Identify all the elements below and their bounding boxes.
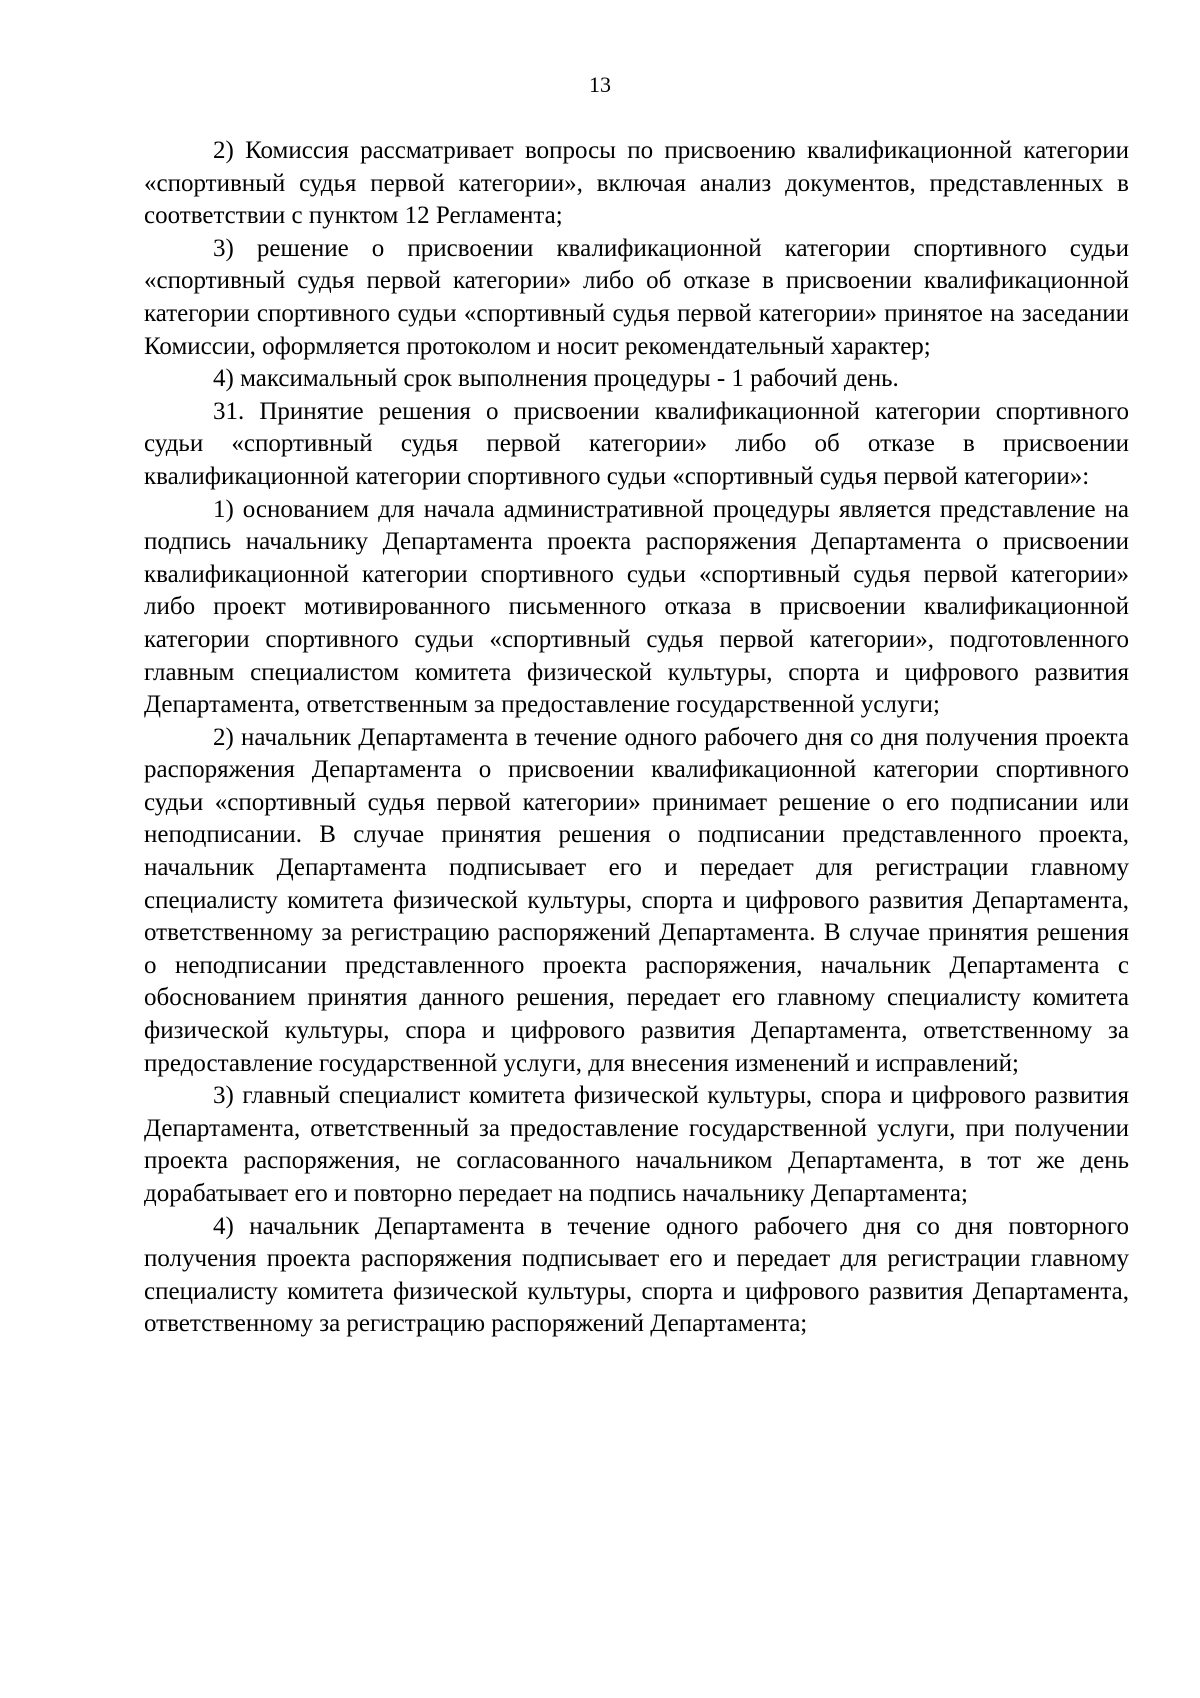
paragraph-3-commission-decision: 3) решение о присвоении квалификационной категории спортивного судьи «спортивный судья первой категории» либо об отказе в присвоении квалификационной категории спортивного судьи «спортивный судья первой категории» принятое на заседании Комиссии, оформляется протоколом и носит рекомендательный характер; [144, 234, 1129, 360]
paragraph-2-head-decision: 2) начальник Департамента в течение одного рабочего дня со дня получения проекта распоряжения Департамента о присвоении квалификационной категории спортивного судьи «спортивный судья первой категории» принимает решение о его подписании или неподписании. В случае принятия решения о подписании представленного проекта, начальник Департамента подписывает его и передает для регистрации главному специалисту комитета физической культуры, спорта и цифрового развития Департамента, ответственному за регистрацию распоряжений Департамента. В случае принятия решения о неподписании представленного проекта распоряжения, начальник Департамента с обоснованием принятия данного решения, передает его главному специалисту комитета физической культуры, спора и цифрового развития Департамента, ответственному за предоставление государственной услуги, для внесения изменений и исправлений; [144, 723, 1129, 1077]
paragraph-3-revision: 3) главный специалист комитета физической культуры, спора и цифрового развития Департамента, ответственный за предоставление государственной услуги, при получении проекта распоряжения, не согласованного начальником Департамента, в тот же день дорабатывает его и повторно передает на подпись начальнику Департамента; [144, 1082, 1129, 1207]
document-body [144, 135, 1129, 1341]
section-31-heading: 31. Принятие решения о присвоении квалификационной категории спортивного судьи «спортивный судья первой категории» либо об отказе в присвоении квалификационной категории спортивного судьи «спортивный судья первой категории»: [144, 397, 1129, 490]
paragraph-2-commission-questions: 2) Комиссия рассматривает вопросы по присвоению квалификационной категории «спортивный судья первой категории», включая анализ документов, представленных в соответствии с пунктом 12 Регламента; [144, 137, 1129, 230]
paragraph-4-max-duration: 4) максимальный срок выполнения процедуры - 1 рабочий день. [213, 365, 899, 393]
paragraph-4-repeat-signing: 4) начальник Департамента в течение одного рабочего дня со дня повторного получения проекта распоряжения подписывает его и передает для регистрации главному специалисту комитета физической культуры, спорта и цифрового развития Департамента, ответственному за регистрацию распоряжений Департамента; [144, 1212, 1129, 1338]
paragraph-1-procedure-basis: 1) основанием для начала административной процедуры является представление на подпись начальнику Департамента проекта распоряжения Департамента о присвоении квалификационной категории спортивного судьи «спортивный судья первой категории» либо проект мотивированного письменного отказа в присвоении квалификационной категории спортивного судьи «спортивный судья первой категории», подготовленного главным специалистом комитета физической культуры, спорта и цифрового развития Департамента, ответственным за предоставление государственной услуги; [144, 495, 1129, 719]
page-number: 13 [589, 72, 611, 97]
